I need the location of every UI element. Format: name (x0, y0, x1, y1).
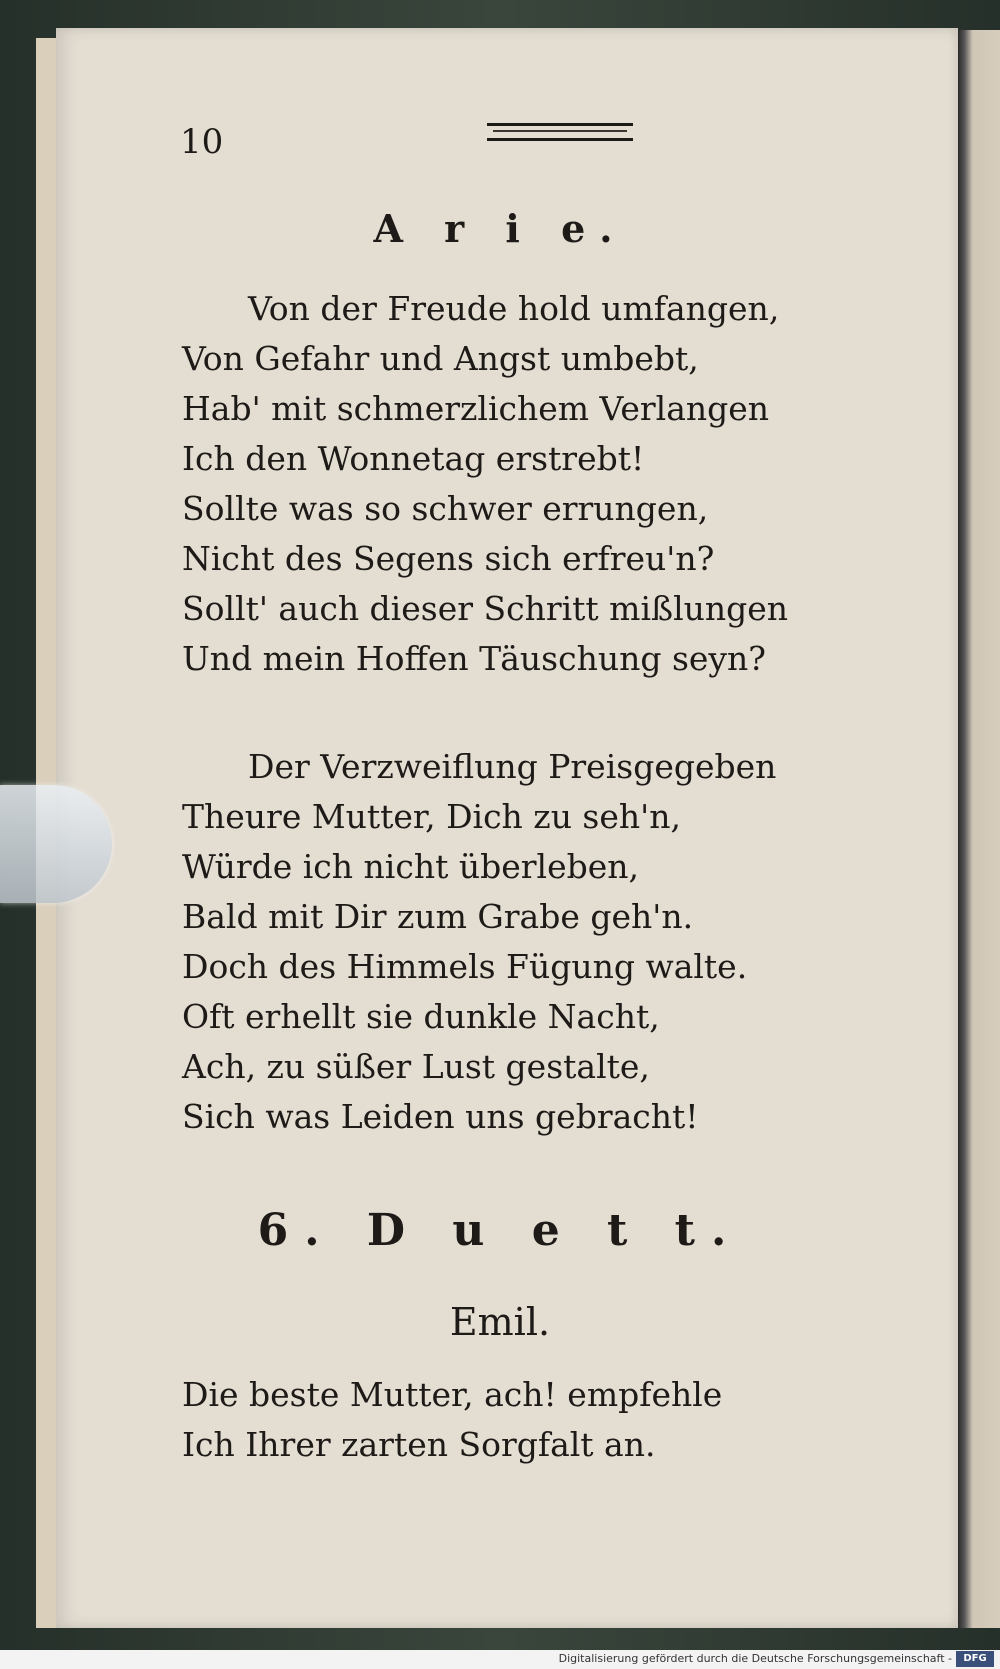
verse-line: Ich den Wonnetag erstrebt! (182, 439, 645, 478)
stanza-3 (182, 1370, 922, 1470)
verse-line: Sollte was so schwer errungen, (182, 489, 709, 528)
stanza-2 (182, 742, 922, 1142)
verse-line: Der Verzweiflung Preisgegeben (248, 747, 777, 786)
verse-line: Ich Ihrer zarten Sorgfalt an. (182, 1425, 656, 1464)
stanza-1 (182, 284, 922, 684)
footer-credit: Digitalisierung gefördert durch die Deutsche Forschungsgemeinschaft - (558, 1652, 952, 1665)
verse-line: Und mein Hoffen Täuschung seyn? (182, 639, 766, 678)
next-page-edge (958, 30, 1000, 1628)
verse-line: Von der Freude hold umfangen, (248, 289, 780, 328)
verse-line: Sich was Leiden uns gebracht! (182, 1097, 699, 1136)
verse-line: Theure Mutter, Dich zu seh'n, (182, 797, 681, 836)
duett-title: 6. D u e t t. (257, 1205, 743, 1256)
verse-line: Sollt' auch dieser Schritt mißlungen (182, 589, 789, 628)
verse-line: Oft erhellt sie dunkle Nacht, (182, 997, 660, 1036)
aria-title: A r i e. (373, 206, 627, 251)
verse-line: Bald mit Dir zum Grabe geh'n. (182, 897, 694, 936)
speaker-name: Emil. (449, 1300, 551, 1344)
verse-line: Nicht des Segens sich erfreu'n? (182, 539, 715, 578)
dfg-logo: DFG (956, 1651, 994, 1667)
verse-line: Doch des Himmels Fügung walte. (182, 947, 748, 986)
verse-line: Hab' mit schmerzlichem Verlangen (182, 389, 770, 428)
verse-line: Ach, zu süßer Lust gestalte, (182, 1047, 650, 1086)
verse-line: Die beste Mutter, ach! empfehle (182, 1375, 723, 1414)
header-rule (487, 123, 633, 141)
page-number: 10 (180, 122, 224, 162)
verse-line: Würde ich nicht überleben, (182, 847, 639, 886)
verse-line: Von Gefahr und Angst umbebt, (182, 339, 699, 378)
